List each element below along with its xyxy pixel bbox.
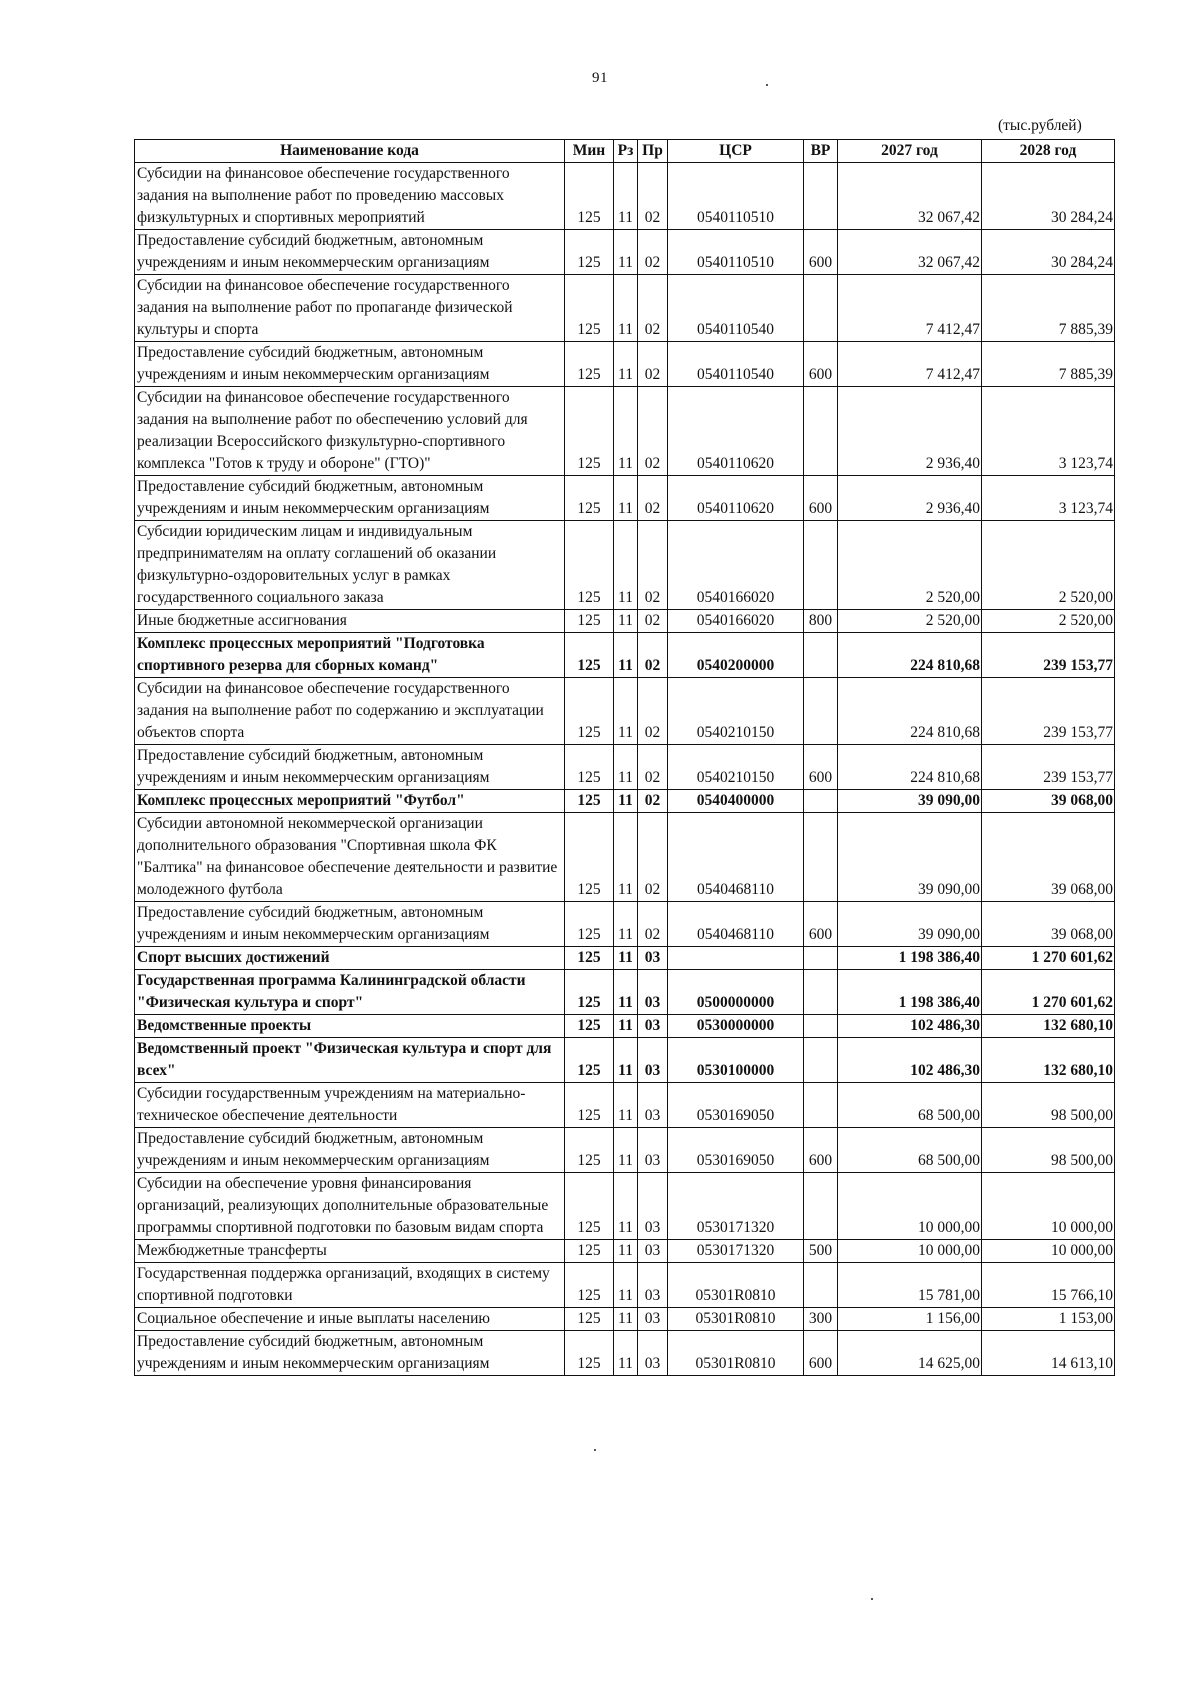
table-row [135, 970, 1115, 1015]
cell-name: Предоставление субсидий бюджетным, автономным учреждениям и иным некоммерческим организациям [135, 476, 565, 521]
cell-csr: 0530100000 [668, 1038, 804, 1083]
cell-vr [804, 163, 838, 230]
cell-csr: 0540210150 [668, 678, 804, 745]
cell-name: Субсидии автономной некоммерческой организации дополнительного образования "Спортивная школа ФК "Балтика" на финансовое обеспечение деятельности и развитие молодежного футбола [135, 813, 565, 902]
cell-name: Предоставление субсидий бюджетным, автономным учреждениям и иным некоммерческим организациям [135, 1128, 565, 1173]
cell-pr: 02 [638, 790, 668, 813]
cell-csr: 0540400000 [668, 790, 804, 813]
table-body [135, 163, 1115, 1376]
cell-min: 125 [565, 902, 614, 947]
cell-2027: 224 810,68 [838, 633, 982, 678]
cell-rz: 11 [614, 1173, 638, 1240]
cell-rz: 11 [614, 1240, 638, 1263]
cell-csr: 0540166020 [668, 610, 804, 633]
cell-min: 125 [565, 387, 614, 476]
cell-name: Комплекс процессных мероприятий "Подготовка спортивного резерва для сборных команд" [135, 633, 565, 678]
cell-2028: 3 123,74 [982, 476, 1115, 521]
cell-name: Комплекс процессных мероприятий "Футбол" [135, 790, 565, 813]
cell-min: 125 [565, 610, 614, 633]
cell-vr [804, 387, 838, 476]
cell-csr: 0500000000 [668, 970, 804, 1015]
cell-name: Субсидии на финансовое обеспечение государственного задания на выполнение работ по обеспечению условий для реализации Всероссийского физкультурно-спортивного комплекса "Готов к труду и обороне" (ГТО)" [135, 387, 565, 476]
table-header-row [135, 140, 1115, 163]
cell-rz: 11 [614, 230, 638, 275]
cell-rz: 11 [614, 970, 638, 1015]
cell-csr: 05301R0810 [668, 1331, 804, 1376]
header-pr: Пр [638, 140, 668, 163]
cell-csr: 0530171320 [668, 1240, 804, 1263]
cell-rz: 11 [614, 163, 638, 230]
cell-2027: 15 781,00 [838, 1263, 982, 1308]
cell-pr: 02 [638, 813, 668, 902]
cell-rz: 11 [614, 610, 638, 633]
cell-min: 125 [565, 678, 614, 745]
cell-csr: 0540166020 [668, 521, 804, 610]
cell-vr [804, 1263, 838, 1308]
cell-rz: 11 [614, 745, 638, 790]
cell-vr [804, 970, 838, 1015]
cell-min: 125 [565, 1331, 614, 1376]
scan-speck [766, 84, 768, 86]
cell-rz: 11 [614, 633, 638, 678]
cell-pr: 02 [638, 633, 668, 678]
cell-2027: 224 810,68 [838, 745, 982, 790]
cell-vr [804, 275, 838, 342]
cell-2027: 2 936,40 [838, 387, 982, 476]
cell-min: 125 [565, 1263, 614, 1308]
cell-2027: 10 000,00 [838, 1240, 982, 1263]
cell-pr: 03 [638, 1038, 668, 1083]
cell-vr [804, 633, 838, 678]
cell-rz: 11 [614, 790, 638, 813]
cell-csr: 0540110510 [668, 230, 804, 275]
cell-2027: 39 090,00 [838, 902, 982, 947]
table-row [135, 1263, 1115, 1308]
table-row [135, 633, 1115, 678]
header-2027: 2027 год [838, 140, 982, 163]
cell-2028: 1 270 601,62 [982, 947, 1115, 970]
cell-2027: 2 520,00 [838, 521, 982, 610]
cell-2028: 39 068,00 [982, 902, 1115, 947]
cell-min: 125 [565, 1173, 614, 1240]
cell-pr: 03 [638, 1308, 668, 1331]
cell-2027: 7 412,47 [838, 275, 982, 342]
cell-rz: 11 [614, 1263, 638, 1308]
table-row [135, 476, 1115, 521]
cell-vr: 800 [804, 610, 838, 633]
cell-csr: 0540110540 [668, 342, 804, 387]
cell-csr: 0540110620 [668, 387, 804, 476]
cell-2027: 7 412,47 [838, 342, 982, 387]
cell-name: Субсидии на финансовое обеспечение государственного задания на выполнение работ по содержанию и эксплуатации объектов спорта [135, 678, 565, 745]
cell-vr: 300 [804, 1308, 838, 1331]
cell-2028: 10 000,00 [982, 1240, 1115, 1263]
cell-name: Межбюджетные трансферты [135, 1240, 565, 1263]
table-row [135, 1038, 1115, 1083]
cell-min: 125 [565, 342, 614, 387]
cell-csr: 0540468110 [668, 902, 804, 947]
cell-2027: 2 520,00 [838, 610, 982, 633]
table-row [135, 1331, 1115, 1376]
cell-min: 125 [565, 790, 614, 813]
cell-pr: 02 [638, 230, 668, 275]
cell-2027: 1 198 386,40 [838, 970, 982, 1015]
cell-rz: 11 [614, 902, 638, 947]
cell-name: Предоставление субсидий бюджетным, автономным учреждениям и иным некоммерческим организациям [135, 902, 565, 947]
cell-2027: 10 000,00 [838, 1173, 982, 1240]
cell-pr: 02 [638, 678, 668, 745]
cell-2028: 98 500,00 [982, 1083, 1115, 1128]
cell-2028: 1 270 601,62 [982, 970, 1115, 1015]
table-row [135, 521, 1115, 610]
cell-2027: 32 067,42 [838, 163, 982, 230]
page-number: 91 [592, 70, 608, 86]
cell-2028: 10 000,00 [982, 1173, 1115, 1240]
cell-pr: 03 [638, 1173, 668, 1240]
cell-csr: 0540210150 [668, 745, 804, 790]
cell-rz: 11 [614, 476, 638, 521]
units-label: (тыс.рублей) [998, 117, 1082, 134]
table-row [135, 1128, 1115, 1173]
cell-vr [804, 813, 838, 902]
cell-pr: 03 [638, 1128, 668, 1173]
budget-table [134, 139, 1115, 1376]
cell-rz: 11 [614, 947, 638, 970]
cell-min: 125 [565, 947, 614, 970]
cell-rz: 11 [614, 1331, 638, 1376]
cell-2027: 14 625,00 [838, 1331, 982, 1376]
cell-pr: 03 [638, 1240, 668, 1263]
cell-vr [804, 678, 838, 745]
cell-2028: 132 680,10 [982, 1038, 1115, 1083]
cell-name: Субсидии на финансовое обеспечение государственного задания на выполнение работ по проведению массовых физкультурных и спортивных мероприятий [135, 163, 565, 230]
scan-speck [871, 1598, 873, 1600]
cell-min: 125 [565, 230, 614, 275]
cell-rz: 11 [614, 1083, 638, 1128]
table-row [135, 387, 1115, 476]
cell-rz: 11 [614, 1038, 638, 1083]
cell-vr [804, 947, 838, 970]
cell-2027: 68 500,00 [838, 1128, 982, 1173]
cell-name: Предоставление субсидий бюджетным, автономным учреждениям и иным некоммерческим организациям [135, 230, 565, 275]
cell-rz: 11 [614, 1128, 638, 1173]
cell-min: 125 [565, 813, 614, 902]
cell-vr: 600 [804, 902, 838, 947]
table-row [135, 1240, 1115, 1263]
cell-rz: 11 [614, 678, 638, 745]
cell-2027: 32 067,42 [838, 230, 982, 275]
header-2028: 2028 год [982, 140, 1115, 163]
cell-2028: 39 068,00 [982, 790, 1115, 813]
cell-vr: 600 [804, 1128, 838, 1173]
cell-rz: 11 [614, 1308, 638, 1331]
cell-2027: 102 486,30 [838, 1038, 982, 1083]
cell-2027: 224 810,68 [838, 678, 982, 745]
cell-2027: 68 500,00 [838, 1083, 982, 1128]
cell-min: 125 [565, 163, 614, 230]
cell-min: 125 [565, 633, 614, 678]
cell-2028: 1 153,00 [982, 1308, 1115, 1331]
cell-min: 125 [565, 1128, 614, 1173]
cell-2028: 15 766,10 [982, 1263, 1115, 1308]
cell-csr: 0530169050 [668, 1083, 804, 1128]
table-row [135, 610, 1115, 633]
scan-speck [594, 1449, 596, 1451]
cell-pr: 03 [638, 947, 668, 970]
cell-vr: 500 [804, 1240, 838, 1263]
cell-rz: 11 [614, 275, 638, 342]
cell-name: Предоставление субсидий бюджетным, автономным учреждениям и иным некоммерческим организациям [135, 745, 565, 790]
cell-min: 125 [565, 521, 614, 610]
cell-2028: 239 153,77 [982, 678, 1115, 745]
table-row [135, 813, 1115, 902]
cell-min: 125 [565, 745, 614, 790]
cell-vr: 600 [804, 342, 838, 387]
header-min: Мин [565, 140, 614, 163]
cell-vr [804, 1038, 838, 1083]
cell-name: Предоставление субсидий бюджетным, автономным учреждениям и иным некоммерческим организациям [135, 1331, 565, 1376]
cell-min: 125 [565, 1015, 614, 1038]
cell-2028: 2 520,00 [982, 610, 1115, 633]
cell-csr: 0540468110 [668, 813, 804, 902]
cell-min: 125 [565, 1083, 614, 1128]
cell-2028: 7 885,39 [982, 342, 1115, 387]
cell-csr: 0530171320 [668, 1173, 804, 1240]
cell-name: Иные бюджетные ассигнования [135, 610, 565, 633]
cell-2027: 2 936,40 [838, 476, 982, 521]
header-rz: Рз [614, 140, 638, 163]
cell-2027: 39 090,00 [838, 790, 982, 813]
table-row [135, 745, 1115, 790]
cell-min: 125 [565, 1308, 614, 1331]
cell-csr: 05301R0810 [668, 1263, 804, 1308]
cell-csr: 0540110620 [668, 476, 804, 521]
cell-2027: 1 198 386,40 [838, 947, 982, 970]
cell-pr: 03 [638, 970, 668, 1015]
cell-csr: 0540200000 [668, 633, 804, 678]
cell-2028: 98 500,00 [982, 1128, 1115, 1173]
cell-2027: 102 486,30 [838, 1015, 982, 1038]
cell-2028: 132 680,10 [982, 1015, 1115, 1038]
cell-2028: 7 885,39 [982, 275, 1115, 342]
cell-name: Социальное обеспечение и иные выплаты населению [135, 1308, 565, 1331]
cell-name: Спорт высших достижений [135, 947, 565, 970]
cell-name: Субсидии государственным учреждениям на материально-техническое обеспечение деятельности [135, 1083, 565, 1128]
table-row [135, 230, 1115, 275]
cell-vr: 600 [804, 1331, 838, 1376]
cell-rz: 11 [614, 342, 638, 387]
cell-2028: 2 520,00 [982, 521, 1115, 610]
cell-2027: 1 156,00 [838, 1308, 982, 1331]
table-row [135, 678, 1115, 745]
cell-name: Субсидии на финансовое обеспечение государственного задания на выполнение работ по пропаганде физической культуры и спорта [135, 275, 565, 342]
cell-vr [804, 521, 838, 610]
cell-min: 125 [565, 970, 614, 1015]
cell-2027: 39 090,00 [838, 813, 982, 902]
cell-rz: 11 [614, 387, 638, 476]
table-row [135, 1308, 1115, 1331]
cell-pr: 02 [638, 275, 668, 342]
cell-pr: 02 [638, 521, 668, 610]
cell-pr: 02 [638, 476, 668, 521]
cell-rz: 11 [614, 521, 638, 610]
cell-name: Государственная поддержка организаций, входящих в систему спортивной подготовки [135, 1263, 565, 1308]
header-name: Наименование кода [135, 140, 565, 163]
cell-vr: 600 [804, 230, 838, 275]
cell-min: 125 [565, 1240, 614, 1263]
cell-min: 125 [565, 275, 614, 342]
cell-2028: 3 123,74 [982, 387, 1115, 476]
table-row [135, 275, 1115, 342]
cell-rz: 11 [614, 1015, 638, 1038]
table-row [135, 947, 1115, 970]
cell-name: Ведомственные проекты [135, 1015, 565, 1038]
cell-vr: 600 [804, 745, 838, 790]
cell-vr [804, 1083, 838, 1128]
cell-csr [668, 947, 804, 970]
cell-2028: 30 284,24 [982, 230, 1115, 275]
cell-2028: 39 068,00 [982, 813, 1115, 902]
cell-pr: 02 [638, 610, 668, 633]
cell-csr: 0530000000 [668, 1015, 804, 1038]
cell-name: Государственная программа Калининградской области "Физическая культура и спорт" [135, 970, 565, 1015]
cell-vr: 600 [804, 476, 838, 521]
cell-csr: 0540110510 [668, 163, 804, 230]
cell-pr: 02 [638, 342, 668, 387]
cell-csr: 0540110540 [668, 275, 804, 342]
cell-pr: 02 [638, 902, 668, 947]
cell-pr: 03 [638, 1263, 668, 1308]
table-row [135, 342, 1115, 387]
cell-min: 125 [565, 476, 614, 521]
cell-2028: 14 613,10 [982, 1331, 1115, 1376]
cell-2028: 30 284,24 [982, 163, 1115, 230]
cell-min: 125 [565, 1038, 614, 1083]
table-row [135, 1173, 1115, 1240]
cell-pr: 03 [638, 1083, 668, 1128]
cell-vr [804, 1015, 838, 1038]
cell-rz: 11 [614, 813, 638, 902]
cell-vr [804, 790, 838, 813]
header-vr: ВР [804, 140, 838, 163]
cell-2028: 239 153,77 [982, 745, 1115, 790]
cell-csr: 0530169050 [668, 1128, 804, 1173]
table-row [135, 1015, 1115, 1038]
cell-vr [804, 1173, 838, 1240]
table-row [135, 790, 1115, 813]
cell-name: Субсидии на обеспечение уровня финансирования организаций, реализующих дополнительные образовательные программы спортивной подготовки по базовым видам спорта [135, 1173, 565, 1240]
table-row [135, 902, 1115, 947]
cell-name: Предоставление субсидий бюджетным, автономным учреждениям и иным некоммерческим организациям [135, 342, 565, 387]
cell-csr: 05301R0810 [668, 1308, 804, 1331]
cell-pr: 02 [638, 387, 668, 476]
table-row [135, 163, 1115, 230]
table-row [135, 1083, 1115, 1128]
cell-2028: 239 153,77 [982, 633, 1115, 678]
header-csr: ЦСР [668, 140, 804, 163]
cell-pr: 03 [638, 1331, 668, 1376]
cell-pr: 02 [638, 745, 668, 790]
cell-pr: 02 [638, 163, 668, 230]
cell-pr: 03 [638, 1015, 668, 1038]
cell-name: Субсидии юридическим лицам и индивидуальным предпринимателям на оплату соглашений об оказании физкультурно-оздоровительных услуг в рамках государственного социального заказа [135, 521, 565, 610]
cell-name: Ведомственный проект "Физическая культура и спорт для всех" [135, 1038, 565, 1083]
